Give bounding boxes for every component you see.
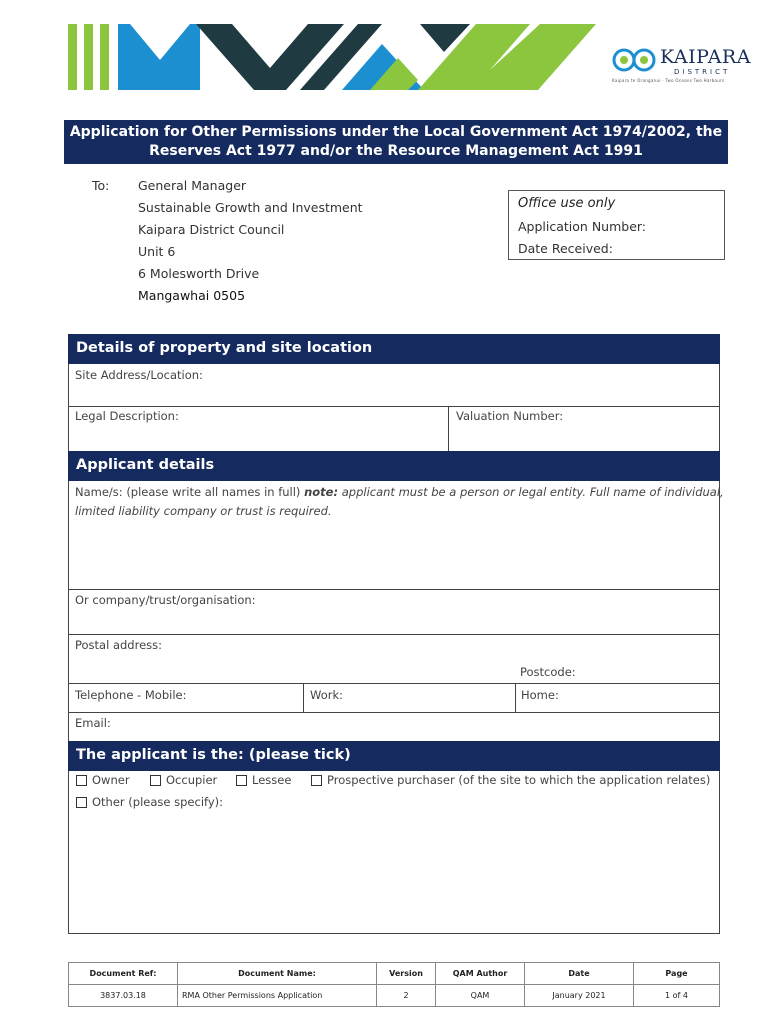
address-line-2: Sustainable Growth and Investment	[138, 200, 363, 215]
footer-value-cell: RMA Other Permissions Application	[178, 985, 377, 1007]
company-field[interactable]: Or company/trust/organisation:	[75, 593, 256, 607]
section-property-header: Details of property and site location	[68, 334, 720, 364]
footer-value-cell: QAM	[436, 985, 525, 1007]
footer-value-cell: 2	[377, 985, 436, 1007]
banner-stripe-1	[68, 24, 77, 90]
footer-value-row	[69, 985, 720, 1007]
address-line-6: Mangawhai 0505	[138, 288, 246, 303]
names-note-bold: note:	[304, 485, 339, 499]
form-title-line2: Reserves Act 1977 and/or the Resource Management Act 1991	[149, 143, 643, 159]
footer-header-cell: Document Ref:	[69, 963, 178, 985]
lessee-label: Lessee	[252, 773, 292, 787]
footer-value-cell: January 2021	[525, 985, 634, 1007]
footer-header-cell: QAM Author	[436, 963, 525, 985]
legal-description-field[interactable]: Legal Description:	[75, 409, 179, 423]
prospective-purchaser-checkbox[interactable]	[311, 775, 322, 786]
kaipara-swirl-icon	[614, 50, 654, 70]
occupier-label: Occupier	[166, 773, 218, 787]
telephone-work-field[interactable]: Work:	[310, 688, 343, 702]
form-title	[64, 120, 728, 164]
names-note-line2: limited liability company or trust is required.	[75, 504, 332, 518]
footer-header-cell: Page	[634, 963, 720, 985]
section-applicant-is-header: The applicant is the: (please tick)	[68, 741, 720, 771]
site-address-field[interactable]: Site Address/Location:	[75, 368, 203, 382]
divider	[68, 683, 720, 684]
telephone-home-field[interactable]: Home:	[521, 688, 559, 702]
occupier-checkbox[interactable]	[150, 775, 161, 786]
to-label: To:	[92, 178, 110, 193]
address-line-5: 6 Molesworth Drive	[138, 266, 260, 281]
address-line-4: Unit 6	[138, 244, 176, 259]
office-use-header: Office use only	[518, 196, 616, 211]
address-line-1: General Manager	[138, 178, 247, 193]
valuation-number-field[interactable]: Valuation Number:	[456, 409, 564, 423]
banner-stripe-3	[100, 24, 109, 90]
names-note: applicant must be a person or legal entity. Full name of individual,	[338, 485, 724, 499]
divider	[515, 683, 516, 712]
divider	[68, 634, 720, 635]
office-use-box	[508, 190, 725, 260]
telephone-mobile-field[interactable]: Telephone - Mobile:	[75, 688, 187, 702]
address-line-3: Kaipara District Council	[138, 222, 285, 237]
owner-label: Owner	[92, 773, 130, 787]
footer-header-cell: Version	[377, 963, 436, 985]
application-number-label: Application Number:	[518, 219, 647, 234]
logo-district: DISTRICT	[674, 68, 731, 76]
banner-stripe-2	[84, 24, 93, 90]
postcode-field[interactable]: Postcode:	[520, 665, 576, 679]
email-field[interactable]: Email:	[75, 716, 111, 730]
names-prefix: Name/s: (please write all names in full)	[75, 485, 301, 499]
form-title-line1: Application for Other Permissions under the Local Government Act 1974/2002, the	[69, 124, 723, 140]
logo-name: KAIPARA	[660, 46, 751, 68]
divider	[303, 683, 304, 712]
footer-value-cell: 3837.03.18	[69, 985, 178, 1007]
owner-checkbox[interactable]	[76, 775, 87, 786]
divider	[68, 589, 720, 590]
divider	[68, 406, 720, 407]
other-label[interactable]: Other (please specify):	[92, 795, 224, 809]
date-received-label: Date Received:	[518, 241, 613, 256]
footer-header-row	[69, 963, 720, 985]
divider	[68, 712, 720, 713]
names-field[interactable]	[75, 485, 724, 499]
lessee-checkbox[interactable]	[236, 775, 247, 786]
footer-header-cell: Date	[525, 963, 634, 985]
footer-header-cell: Document Name:	[178, 963, 377, 985]
postal-address-field[interactable]: Postal address:	[75, 638, 163, 652]
footer-value-cell: 1 of 4	[634, 985, 720, 1007]
section-applicant-header: Applicant details	[68, 451, 720, 481]
divider	[448, 406, 449, 451]
prospective-purchaser-label: Prospective purchaser (of the site to which the application relates)	[327, 773, 711, 787]
document-footer-table	[68, 962, 720, 1007]
logo-tagline: Kaipara te Oranganui · Two Oceans Two Harbours	[612, 78, 725, 83]
header-banner-graphic	[0, 0, 770, 100]
other-checkbox[interactable]	[76, 797, 87, 808]
